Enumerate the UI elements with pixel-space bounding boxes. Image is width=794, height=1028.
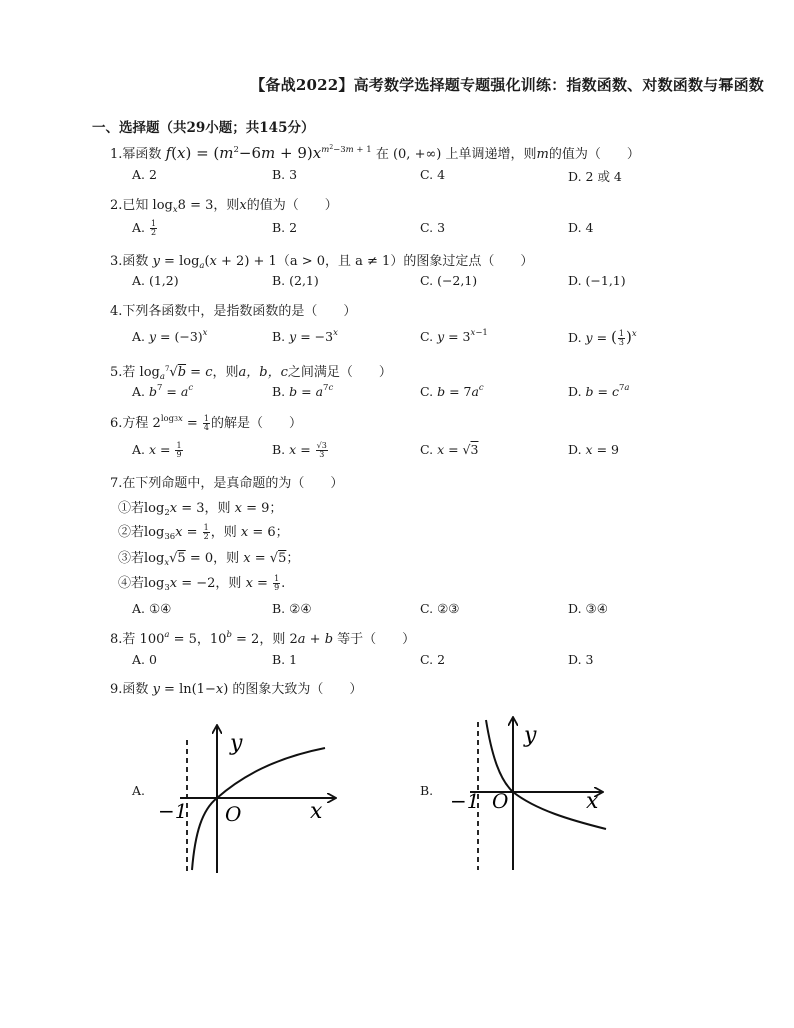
option[interactable]: D. x = 9 xyxy=(568,442,619,457)
option-a-label[interactable]: A. xyxy=(132,783,146,798)
y-axis-label: y xyxy=(524,723,537,748)
x-axis-label: x xyxy=(310,799,323,824)
option[interactable]: D. ③④ xyxy=(568,601,608,616)
question-6: 6.方程 $2^{log3x}$ = $\frac{1}{4}$ 的解是（ ） xyxy=(110,414,303,432)
option[interactable]: C. $b = 7a^c$ xyxy=(420,383,484,399)
options-6 xyxy=(132,442,652,460)
option[interactable]: C. 4 xyxy=(420,167,446,182)
question-9: 9.函数 y = ln(1−x) 的图象大致为（ ） xyxy=(110,682,363,697)
options-5 xyxy=(132,383,652,401)
curve xyxy=(192,748,325,870)
x-axis-label: x xyxy=(586,789,599,814)
section-heading: 一、选择题（共29小题；共145分） xyxy=(92,120,315,136)
option[interactable]: A. $y = (-3)^x$ xyxy=(132,328,208,344)
option[interactable]: B. x = $\frac{√3}{3}$ xyxy=(272,441,327,459)
graph-a[interactable] xyxy=(150,718,340,878)
question-2: 2.已知 $\log_x8 = 3$，则x的值为（ ） xyxy=(110,198,338,215)
graph-b[interactable] xyxy=(440,712,620,872)
options-8 xyxy=(132,652,652,670)
question-3: 3.函数 $y = \log_a(x + 2) + 1(a > 0$，且 a ≠ 1）的图象过定点（ ） xyxy=(110,254,534,271)
options-1 xyxy=(132,167,652,185)
proposition-1: ①若$\log_2x = 3$，则 x = 9； xyxy=(118,501,283,518)
option[interactable]: C. 3 xyxy=(420,220,446,235)
options-3 xyxy=(132,273,652,291)
proposition-2: ②若$\log_{36}x$ = $\frac{1}{2}$ ，则 x = 6； xyxy=(118,523,289,542)
question-5: 5.若 $\log_a^7√b = c$，则a，b，c之间满足（ ） xyxy=(110,365,392,382)
origin-label: O xyxy=(225,802,242,826)
option[interactable]: D. (−1,1) xyxy=(568,273,626,288)
option[interactable]: B. 1 xyxy=(272,652,298,667)
options-7 xyxy=(132,601,652,619)
option[interactable]: A. 0 xyxy=(132,652,157,667)
option[interactable]: D. y = ( $\frac{1}{3}$ )$^x$ xyxy=(568,328,637,347)
option[interactable]: A. $\frac{1}{2}$ xyxy=(132,219,157,237)
option[interactable]: A. ①④ xyxy=(132,601,172,616)
options-2 xyxy=(132,220,652,238)
option[interactable]: C. x = √3 xyxy=(420,442,479,457)
minus-one-label: −1 xyxy=(158,799,188,823)
option[interactable]: A. 2 xyxy=(132,167,157,182)
option[interactable]: B. 3 xyxy=(272,167,298,182)
question-4: 4.下列各函数中，是指数函数的是（ ） xyxy=(110,304,357,319)
page-title: 【备战2022】高考数学选择题专题强化训练：指数函数、对数函数与幂函数 xyxy=(250,76,764,94)
y-axis-label: y xyxy=(230,731,243,756)
proposition-3: ③若$\log_x√5 = 0$，则 x = √5； xyxy=(118,551,300,568)
option[interactable]: C. ②③ xyxy=(420,601,460,616)
option[interactable]: C. $y = 3^{x-1}$ xyxy=(420,328,488,344)
option[interactable]: D. 4 xyxy=(568,220,594,235)
option[interactable]: D. 3 xyxy=(568,652,594,667)
origin-label: O xyxy=(492,789,509,813)
option[interactable]: D. 2 或 4 xyxy=(568,169,622,184)
option[interactable]: B. 2 xyxy=(272,220,298,235)
option[interactable]: C. (−2,1) xyxy=(420,273,478,288)
minus-one-label: −1 xyxy=(450,789,480,813)
option-b-label[interactable]: B. xyxy=(420,783,434,798)
option[interactable]: B. $b = a^{7c}$ xyxy=(272,383,334,399)
option[interactable]: A. $b^7 = a^c$ xyxy=(132,383,194,399)
option[interactable]: A. x = $\frac{1}{9}$ xyxy=(132,441,182,459)
option[interactable]: A. (1,2) xyxy=(132,273,179,288)
options-4 xyxy=(132,328,652,346)
option[interactable]: B. ②④ xyxy=(272,601,312,616)
option[interactable]: B. $y = -3^x$ xyxy=(272,328,338,344)
option[interactable]: B. (2,1) xyxy=(272,273,319,288)
option[interactable]: C. 2 xyxy=(420,652,446,667)
option[interactable]: D. $b = c^{7a}$ xyxy=(568,383,630,399)
question-7: 7.在下列命题中，是真命题的为（ ） xyxy=(110,476,344,491)
question-8: 8.若 $100^a = 5$，$10^b = 2$，则 2a + b 等于（ ） xyxy=(110,630,416,647)
question-1: 1.幂函数 $f(x) = (m^2-6m + 9)x^{m^2-3m + 1}$ 在 (0, +∞) 上单调递增，则m的值为（ ） xyxy=(110,144,640,162)
proposition-4: ④若$\log_3x = -2$，则 x = $\frac{1}{9}$ . xyxy=(118,574,286,593)
